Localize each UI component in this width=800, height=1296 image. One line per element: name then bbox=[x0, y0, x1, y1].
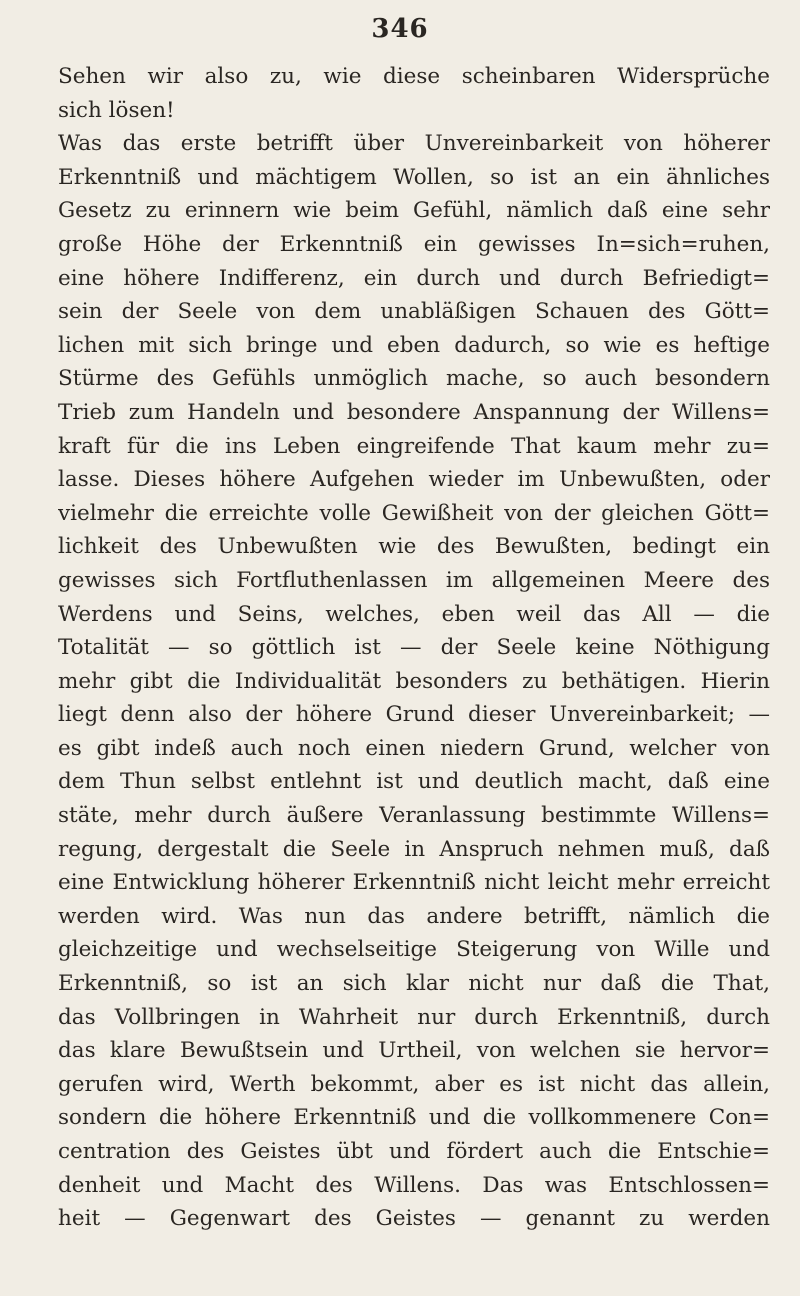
text-line: Totalität — so göttlich ist — der Seele keine Nöthigung bbox=[58, 635, 770, 661]
text-line: Trieb zum Handeln und besondere Anspannung der Willens= bbox=[58, 399, 770, 425]
text-line: denheit und Macht des Willens. Das was Entschlossen= bbox=[58, 1172, 770, 1198]
text-line: sich lösen! bbox=[58, 97, 175, 123]
text-line: lasse. Dieses höhere Aufgehen wieder im Unbewußten, oder bbox=[58, 467, 770, 493]
text-line: Erkenntniß und mächtigem Wollen, so ist an ein ähnliches bbox=[58, 164, 770, 190]
text-line: große Höhe der Erkenntniß ein gewisses In=sich=ruhen, bbox=[58, 231, 770, 257]
body-text bbox=[58, 60, 770, 1236]
text-line: eine höhere Indifferenz, ein durch und durch Befriedigt= bbox=[58, 265, 770, 291]
text-line: Stürme des Gefühls unmöglich mache, so auch besondern bbox=[58, 366, 770, 392]
text-line: es gibt indeß auch noch einen niedern Grund, welcher von bbox=[58, 735, 770, 761]
text-line: das Vollbringen in Wahrheit nur durch Erkenntniß, durch bbox=[58, 1004, 770, 1030]
text-line: werden wird. Was nun das andere betrifft, nämlich die bbox=[58, 903, 770, 929]
text-line: vielmehr die erreichte volle Gewißheit von der gleichen Gött= bbox=[58, 500, 770, 526]
text-line: mehr gibt die Individualität besonders zu bethätigen. Hierin bbox=[58, 668, 770, 694]
text-line: gerufen wird, Werth bekommt, aber es ist nicht das allein, bbox=[58, 1071, 770, 1097]
text-line: centration des Geistes übt und fördert auch die Entschie= bbox=[58, 1139, 770, 1164]
text-line: liegt denn also der höhere Grund dieser Unvereinbarkeit; — bbox=[58, 702, 770, 728]
text-line: gleichzeitige und wechselseitige Steigerung von Wille und bbox=[58, 937, 770, 963]
text-line: Was das erste betrifft über Unvereinbarkeit von höherer bbox=[58, 131, 770, 157]
text-line: lichen mit sich bringe und eben dadurch, so wie es heftige bbox=[58, 332, 770, 358]
text-line: heit — Gegenwart des Geistes — genannt zu werden bbox=[58, 1206, 770, 1232]
text-line: kraft für die ins Leben eingreifende That kaum mehr zu= bbox=[58, 433, 770, 459]
text-line: lichkeit des Unbewußten wie des Bewußten, bedingt ein bbox=[58, 534, 770, 560]
text-line: sein der Seele von dem unabläßigen Schauen des Gött= bbox=[58, 299, 770, 325]
text-line: das klare Bewußtsein und Urtheil, von welchen sie hervor= bbox=[58, 1038, 770, 1064]
text-line: sondern die höhere Erkenntniß und die vollkommenere Con= bbox=[58, 1105, 770, 1131]
text-line: eine Entwicklung höherer Erkenntniß nicht leicht mehr erreicht bbox=[58, 870, 770, 896]
text-line: Sehen wir also zu, wie diese scheinbaren Widersprüche bbox=[58, 64, 770, 89]
text-line: dem Thun selbst entlehnt ist und deutlich macht, daß eine bbox=[58, 769, 770, 795]
text-line: gewisses sich Fortfluthenlassen im allgemeinen Meere des bbox=[58, 567, 770, 593]
text-line: stäte, mehr durch äußere Veranlassung bestimmte Willens= bbox=[58, 803, 770, 829]
text-line: regung, dergestalt die Seele in Anspruch nehmen muß, daß bbox=[58, 836, 770, 862]
text-line: Erkenntniß, so ist an sich klar nicht nur daß die That, bbox=[58, 971, 770, 997]
text-line: Gesetz zu erinnern wie beim Gefühl, nämlich daß eine sehr bbox=[58, 198, 770, 224]
page-number: 346 bbox=[371, 14, 429, 44]
text-line: Werdens und Seins, welches, eben weil das All — die bbox=[58, 601, 770, 627]
